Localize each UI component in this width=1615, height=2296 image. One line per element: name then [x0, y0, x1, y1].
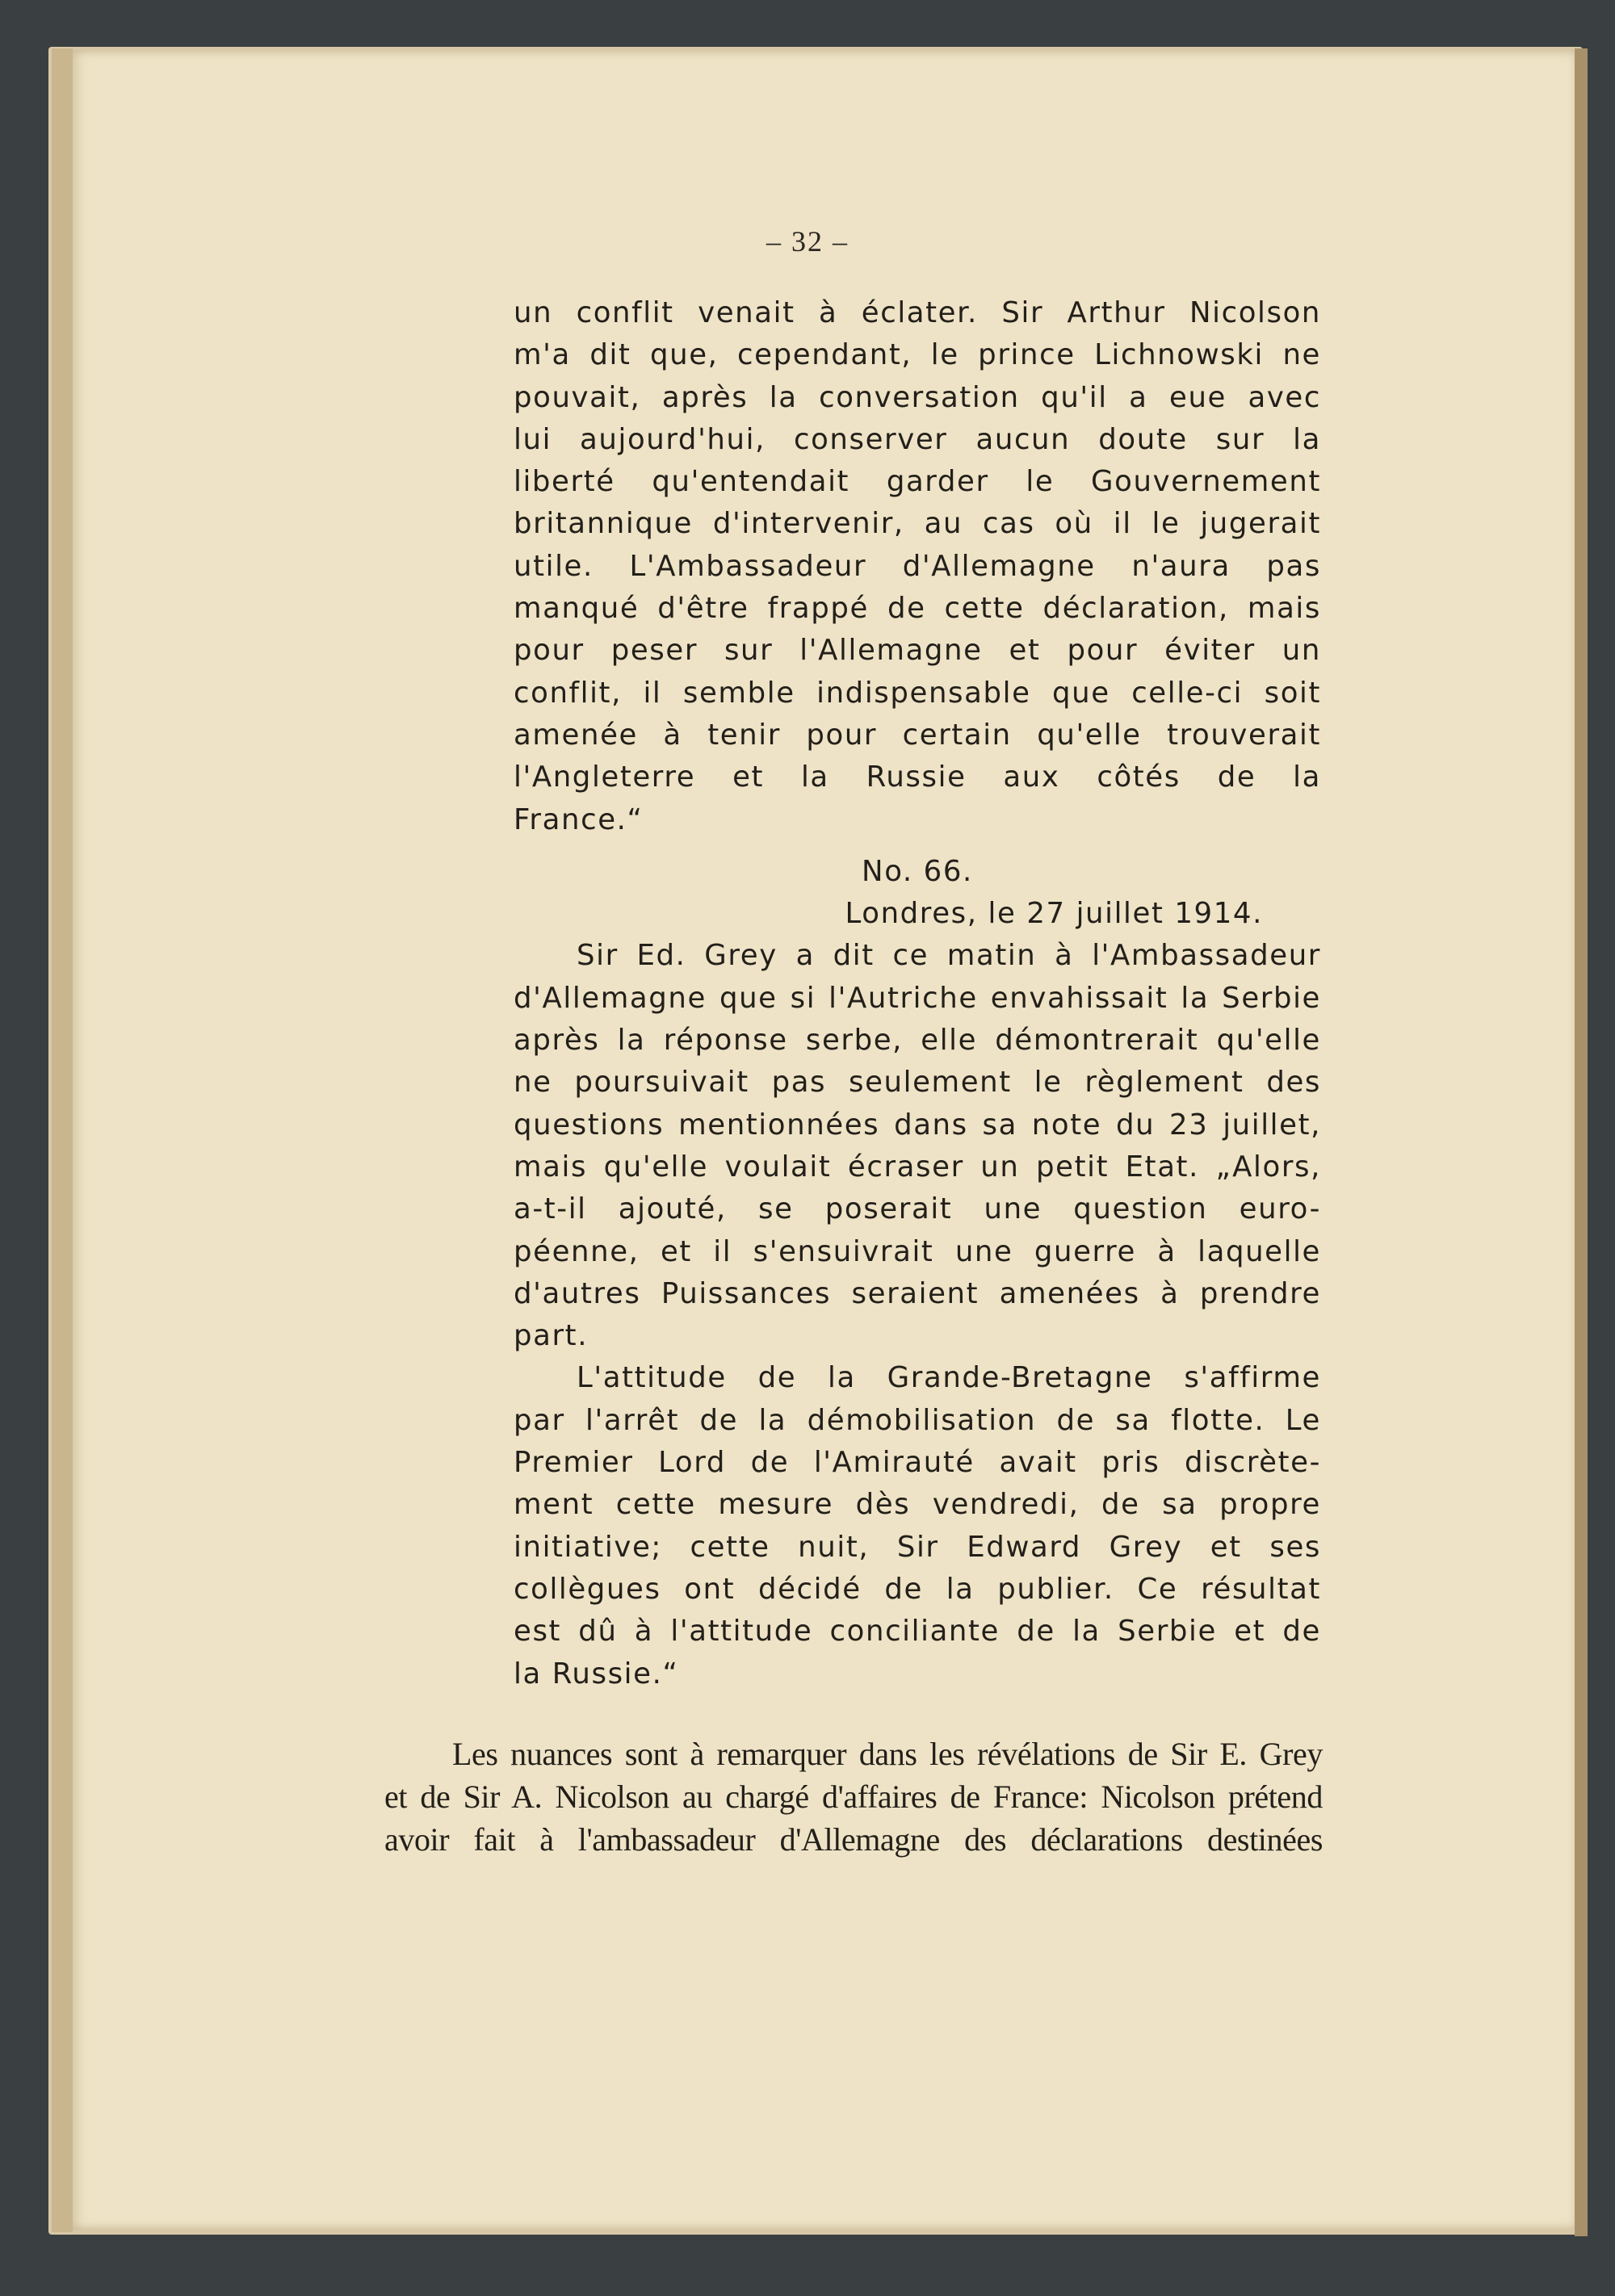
body-line: avoir fait à l'ambassadeur d'Allemagne des déclarations destinées [384, 1821, 1323, 1858]
dateline: Londres, le 27 juillet 1914. [845, 897, 1263, 931]
paragraph-line: Premier Lord de l'Amirauté avait pris discrète- [514, 1446, 1321, 1480]
paragraph-line: L'attitude de la Grande-Bretagne s'affirme [577, 1361, 1321, 1395]
paragraph-line: a-t-il ajouté, se poserait une question euro- [514, 1192, 1321, 1226]
paragraph-line: Sir Ed. Grey a dit ce matin à l'Ambassadeur [577, 939, 1321, 973]
quote-line: pouvait, après la conversation qu'il a eue avec [514, 380, 1321, 414]
body-line: et de Sir A. Nicolson au chargé d'affaires de France: Nicolson prétend [384, 1779, 1323, 1815]
paragraph-line: ment cette mesure dès vendredi, de sa propre [514, 1488, 1321, 1522]
quote-line: pour peser sur l'Allemagne et pour éviter un [514, 634, 1321, 668]
quote-line: liberté qu'entendait garder le Gouvernement [514, 465, 1321, 499]
quote-line: conflit, il semble indispensable que celle-ci soit [514, 676, 1321, 710]
paragraph-line: la Russie.“ [514, 1657, 679, 1691]
paragraph-line: part. [514, 1319, 589, 1353]
quote-line: m'a dit que, cependant, le prince Lichnowski ne [514, 338, 1321, 372]
paragraph-line: d'Allemagne que si l'Autriche envahissait la Serbie [514, 981, 1321, 1015]
paragraph-line: après la réponse serbe, elle démontrerait qu'elle [514, 1024, 1321, 1058]
quote-line: britannique d'intervenir, au cas où il le jugerait [514, 507, 1321, 541]
page-edge [1575, 48, 1588, 2236]
quote-line: manqué d'être frappé de cette déclaration, mais [514, 592, 1321, 626]
paragraph-line: mais qu'elle voulait écraser un petit Etat. „Alors, [514, 1150, 1321, 1184]
paragraph-line: d'autres Puissances seraient amenées à prendre [514, 1276, 1321, 1310]
paragraph-line: questions mentionnées dans sa note du 23 juillet, [514, 1108, 1321, 1142]
page-gutter [52, 48, 73, 2232]
body-line: Les nuances sont à remarquer dans les révélations de Sir E. Grey [452, 1736, 1323, 1772]
quote-line: France.“ [514, 802, 644, 836]
quoted-dispatch [514, 292, 1321, 1695]
paragraph-line: collègues ont décidé de la publier. Ce résultat [514, 1572, 1321, 1606]
page-number: – 32 – [766, 225, 849, 258]
paragraph-line: initiative; cette nuit, Sir Edward Grey et ses [514, 1530, 1321, 1564]
paragraph-line: ne poursuivait pas seulement le règlement des [514, 1066, 1321, 1100]
quote-line: lui aujourd'hui, conserver aucun doute sur la [514, 422, 1321, 456]
paragraph-line: péenne, et il s'ensuivrait une guerre à laquelle [514, 1234, 1321, 1268]
paragraph-line: est dû à l'attitude conciliante de la Serbie et de [514, 1615, 1321, 1649]
paragraph-line: par l'arrêt de la démobilisation de sa flotte. Le [514, 1403, 1321, 1437]
document-number-heading: No. 66. [862, 854, 973, 888]
quote-line: utile. L'Ambassadeur d'Allemagne n'aura pas [514, 549, 1321, 583]
quote-line: un conflit venait à éclater. Sir Arthur Nicolson [514, 296, 1321, 329]
quote-line: amenée à tenir pour certain qu'elle trouverait [514, 718, 1321, 752]
quote-line: l'Angleterre et la Russie aux côtés de la [514, 760, 1321, 794]
author-commentary [384, 1732, 1323, 1861]
